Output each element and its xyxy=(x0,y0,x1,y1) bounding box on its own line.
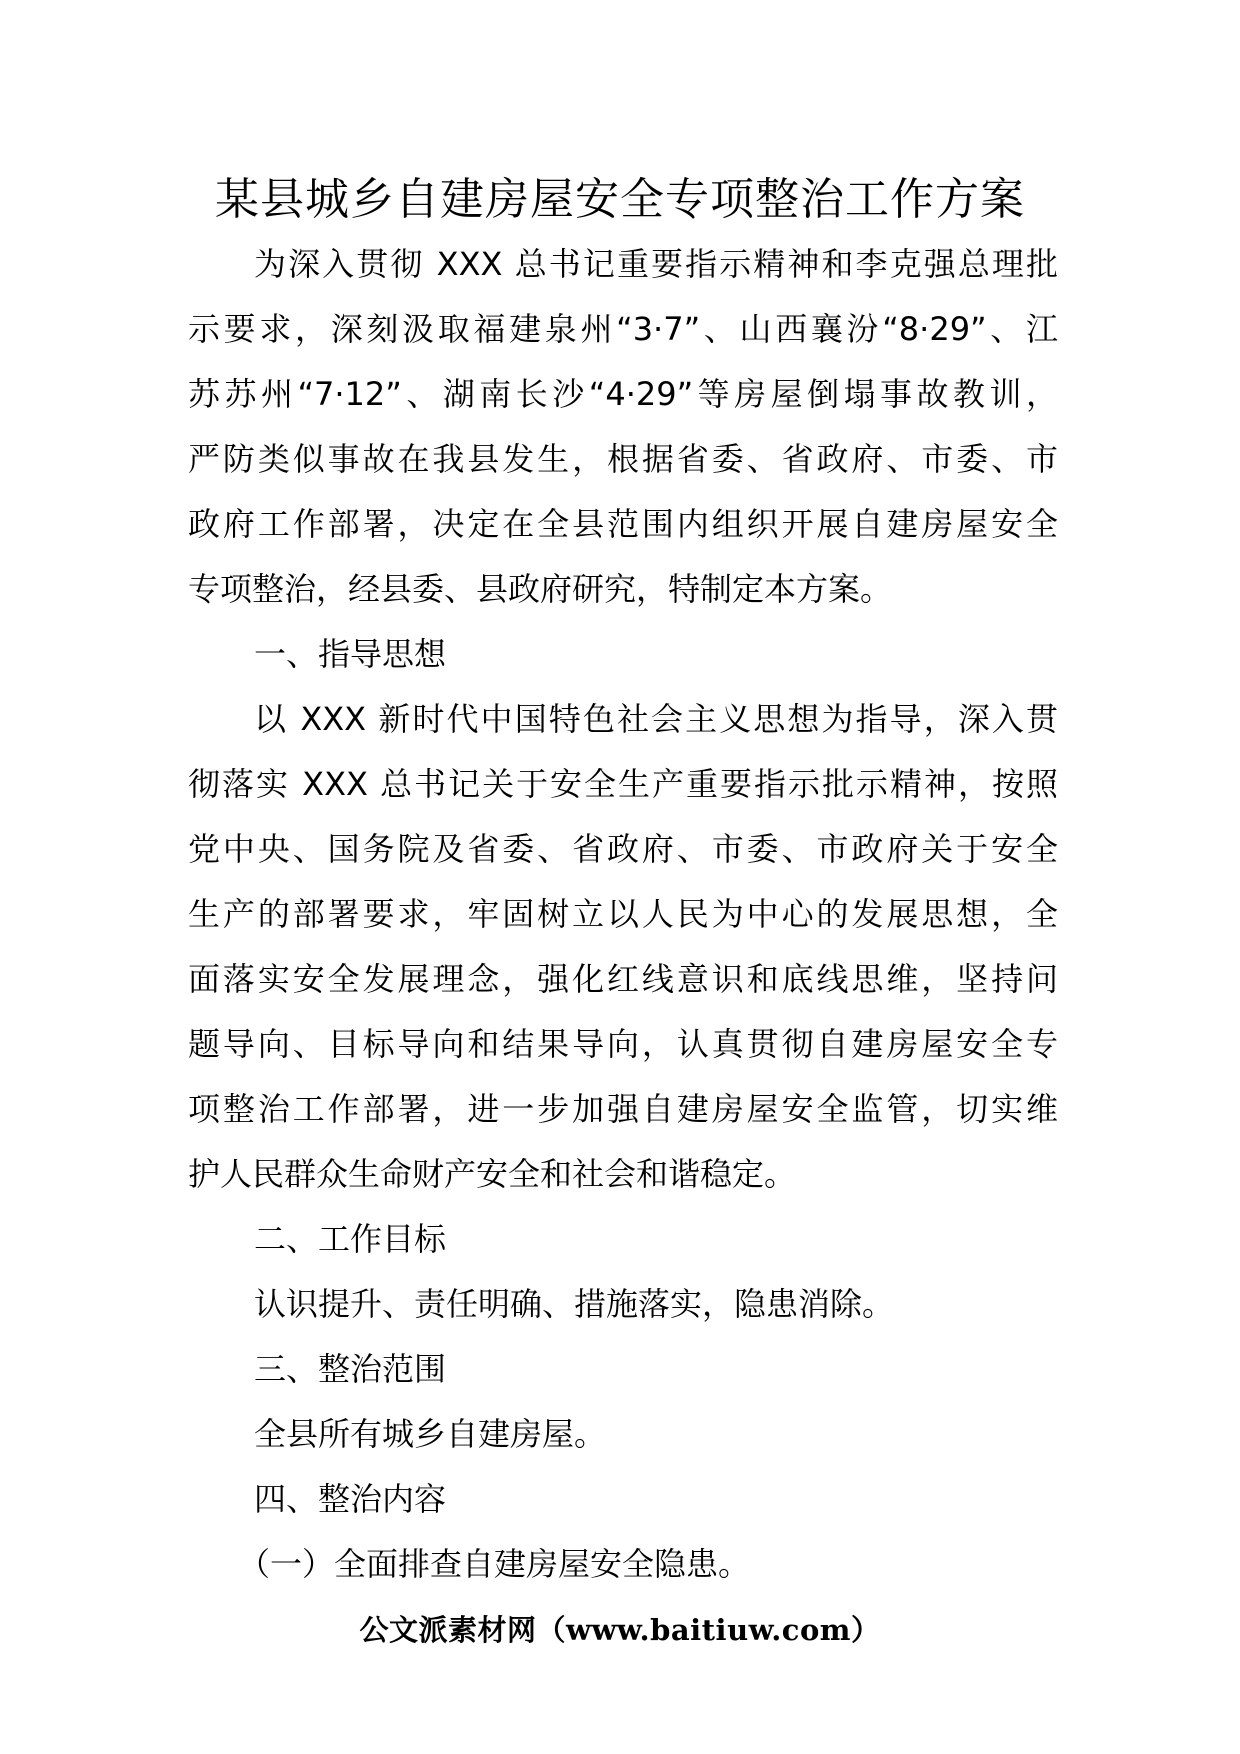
intro-line: 政府工作部署，决定在全县范围内组织开展自建房屋安全 xyxy=(188,505,1058,543)
section1-line: 党中央、国务院及省委、省政府、市委、市政府关于安全 xyxy=(188,830,1058,868)
intro-line: 专项整治，经县委、县政府研究，特制定本方案。 xyxy=(188,570,893,608)
section1-line: 护人民群众生命财产安全和社会和谐稳定。 xyxy=(188,1155,797,1193)
section1-line: 项整治工作部署，进一步加强自建房屋安全监管，切实维 xyxy=(188,1090,1058,1128)
section-heading-content: 四、整治内容 xyxy=(254,1480,447,1518)
section3-text: 全县所有城乡自建房屋。 xyxy=(254,1415,607,1453)
document-body xyxy=(188,232,1058,1597)
section2-text: 认识提升、责任明确、措施落实，隐患消除。 xyxy=(254,1285,895,1323)
section-heading-guiding-ideology: 一、指导思想 xyxy=(254,635,447,673)
section1-line: 生产的部署要求，牢固树立以人民为中心的发展思想，全 xyxy=(188,895,1058,933)
footer-watermark: 公文派素材网（www.baitiuw.com） xyxy=(359,1613,881,1647)
section-heading-scope: 三、整治范围 xyxy=(254,1350,447,1388)
section1-line: 题导向、目标导向和结果导向，认真贯彻自建房屋安全专 xyxy=(188,1025,1058,1063)
document-title: 某县城乡自建房屋安全专项整治工作方案 xyxy=(215,174,1025,225)
section1-line: 以 XXX 新时代中国特色社会主义思想为指导，深入贯 xyxy=(254,700,1058,738)
intro-line: 为深入贯彻 XXX 总书记重要指示精神和李克强总理批 xyxy=(254,245,1058,283)
section1-line: 面落实安全发展理念，强化红线意识和底线思维，坚持问 xyxy=(188,960,1058,998)
section1-paragraph xyxy=(188,687,1058,1207)
section1-line: 彻落实 XXX 总书记关于安全生产重要指示批示精神，按照 xyxy=(188,765,1058,803)
section-heading-work-goals: 二、工作目标 xyxy=(254,1220,447,1258)
intro-line: 示要求，深刻汲取福建泉州“3·7”、山西襄汾“8·29”、江 xyxy=(188,310,1058,348)
intro-paragraph xyxy=(188,232,1058,622)
section4-subheading: （一）全面排查自建房屋安全隐患。 xyxy=(238,1545,751,1583)
intro-line: 苏苏州“7·12”、湖南长沙“4·29”等房屋倒塌事故教训， xyxy=(188,375,1058,413)
intro-line: 严防类似事故在我县发生，根据省委、省政府、市委、市 xyxy=(188,440,1058,478)
